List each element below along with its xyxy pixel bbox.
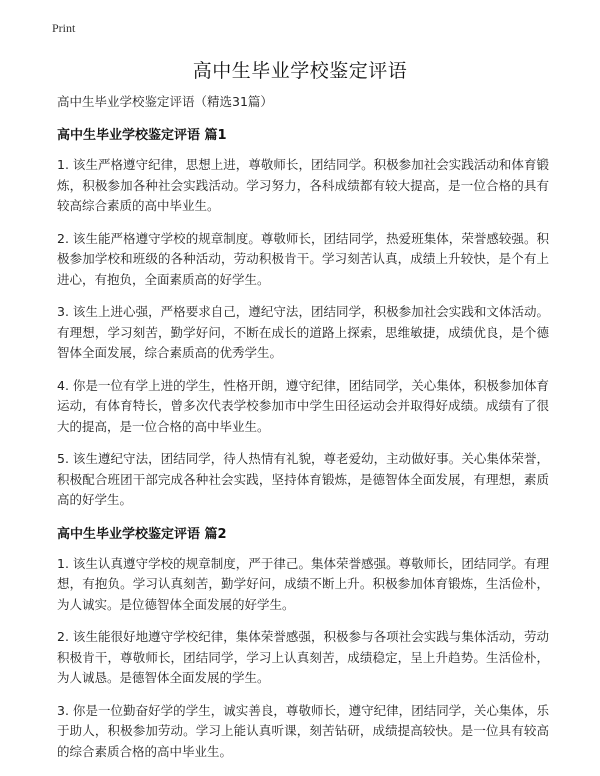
evaluation-item: 3. 你是一位勤奋好学的学生，诚实善良，尊敬师长，遵守纪律，团结同学，关心集体，乐于助人，积极参加劳动。学习上能认真听课，刻苦钻研，成绩提高较快。是一位具有较高的综合素质合格的高中毕业生。 bbox=[57, 702, 549, 759]
evaluation-item: 2. 该生能很好地遵守学校纪律，集体荣誉感强，积极参与各项社会实践与集体活动，劳动积极肯干，尊敬师长，团结同学，学习上认真刻苦，成绩稳定，呈上升趋势。生活俭朴，为人诚恳。是德智体全面发展的学生。 bbox=[57, 629, 549, 685]
document-subtitle: 高中生毕业学校鉴定评语（精选31篇） bbox=[57, 94, 273, 109]
section-2 bbox=[57, 523, 549, 763]
evaluation-item: 5. 该生遵纪守法，团结同学，待人热情有礼貌，尊老爱幼，主动做好事。关心集体荣誉，积极配合班团干部完成各种社会实践，坚持体育锻炼，是德智体全面发展，有理想，素质高的好学生。 bbox=[57, 451, 549, 507]
evaluation-item: 1. 该生认真遵守学校的规章制度，严于律己。集体荣誉感强。尊敬师长，团结同学。有理想，有抱负。学习认真刻苦，勤学好问，成绩不断上升。积极参加体育锻炼，生活俭朴，为人诚实。是位德智体全面发展的好学生。 bbox=[57, 555, 549, 612]
print-link[interactable]: Print bbox=[52, 21, 76, 35]
section-heading: 高中生毕业学校鉴定评语 篇1 bbox=[57, 128, 227, 143]
evaluation-item: 3. 该生上进心强，严格要求自己，遵纪守法，团结同学，积极参加社会实践和文体活动。有理想，学习刻苦，勤学好问，不断在成长的道路上探索，思维敏捷，成绩优良，是个德智体全面发展，综合素质高的优秀学生。 bbox=[57, 304, 549, 360]
evaluation-item: 2. 该生能严格遵守学校的规章制度。尊敬师长，团结同学，热爱班集体，荣誉感较强。积极参加学校和班级的各种活动，劳动积极肯干。学习刻苦认真，成绩上升较快，是个有上进心，有抱负，全面素质高的好学生。 bbox=[57, 230, 549, 287]
section-1 bbox=[57, 124, 549, 511]
section-heading: 高中生毕业学校鉴定评语 篇2 bbox=[57, 526, 227, 542]
page-title: 高中生毕业学校鉴定评语 bbox=[192, 60, 408, 82]
document-body bbox=[57, 92, 549, 774]
evaluation-item: 4. 你是一位有学上进的学生，性格开朗，遵守纪律，团结同学，关心集体，积极参加体育运动，有体育特长，曾多次代表学校参加市中学生田径运动会并取得好成绩。成绩有了很大的提高，是一位合格的高中毕业生。 bbox=[57, 377, 549, 434]
evaluation-item: 1. 该生严格遵守纪律，思想上进，尊敬师长，团结同学。积极参加社会实践活动和体育锻炼，积极参加各种社会实践活动。学习努力，各科成绩都有较大提高，是一位合格的具有较高综合素质的高中毕业生。 bbox=[57, 157, 549, 213]
